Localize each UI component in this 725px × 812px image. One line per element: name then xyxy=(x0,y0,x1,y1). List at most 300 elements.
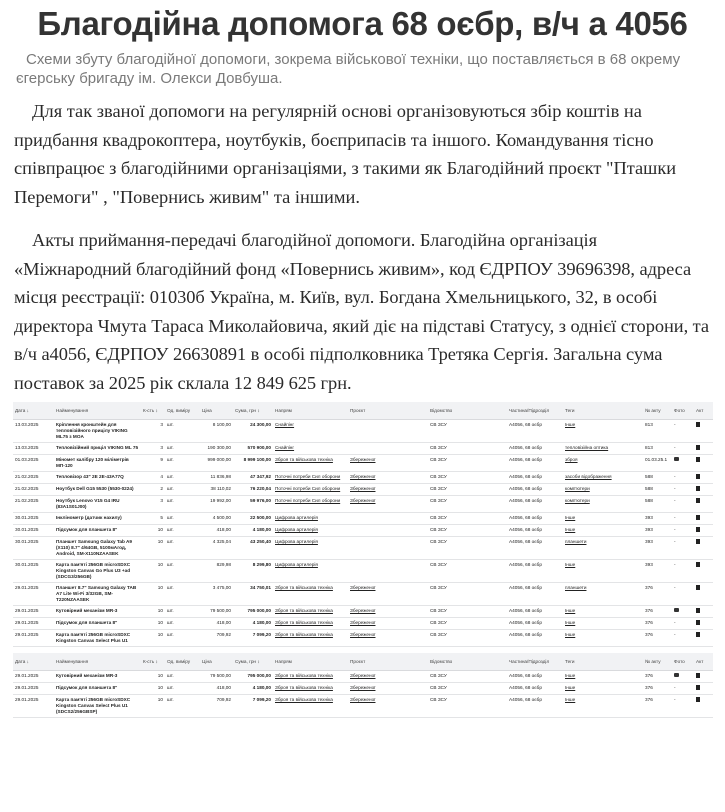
project-link[interactable]: Збереженої xyxy=(350,498,376,503)
act-document-cell xyxy=(694,671,713,683)
header-tags: Теги xyxy=(563,402,643,420)
document-icon[interactable] xyxy=(696,632,700,637)
price-cell: 999 000,00 xyxy=(200,455,233,472)
item-name-cell: Підсумок для планшета 8" xyxy=(54,525,141,537)
unit-part-cell: А4056, 68 оєбр xyxy=(507,683,563,695)
department-cell: СВ ЗСУ xyxy=(428,583,507,606)
date-cell: 30.01.2025 xyxy=(13,513,54,525)
photo-cell: - xyxy=(672,513,694,525)
qty-cell: 10 xyxy=(141,618,165,630)
photo-cell: - xyxy=(672,420,694,443)
direction-link[interactable]: Поточні потреби Сил оборони xyxy=(275,474,341,479)
department-cell: СВ ЗСУ xyxy=(428,496,507,513)
act-document-cell xyxy=(694,560,713,583)
item-name-cell: Кутовірний механізм МR-3 xyxy=(54,606,141,618)
direction-cell xyxy=(273,583,348,606)
item-name-cell: Міномет калібру 120 міліметрів МП-120 xyxy=(54,455,141,472)
tag-cell xyxy=(563,537,643,560)
table-row xyxy=(13,455,713,472)
tag-link[interactable]: Інше xyxy=(565,697,576,702)
price-cell: 79 500,00 xyxy=(200,671,233,683)
donation-tables xyxy=(13,402,713,718)
project-cell xyxy=(348,683,428,695)
tag-cell xyxy=(563,606,643,618)
photo-icon[interactable] xyxy=(674,608,679,612)
tag-link[interactable]: комп'ютери xyxy=(565,486,590,491)
qty-cell: 3 xyxy=(141,420,165,443)
qty-cell: 5 xyxy=(141,513,165,525)
document-icon[interactable] xyxy=(696,697,700,702)
project-link[interactable]: Збереженої xyxy=(350,632,376,637)
document-icon[interactable] xyxy=(696,498,700,503)
tag-link[interactable]: Інше xyxy=(565,620,576,625)
direction-cell xyxy=(273,671,348,683)
project-cell xyxy=(348,496,428,513)
photo-cell xyxy=(672,455,694,472)
tag-cell xyxy=(563,513,643,525)
document-icon[interactable] xyxy=(696,445,700,450)
tag-cell xyxy=(563,484,643,496)
project-cell xyxy=(348,630,428,647)
item-name-cell: Тепловізор 43" 2Е 2Е-43А77Q xyxy=(54,472,141,484)
department-cell: СВ ЗСУ xyxy=(428,683,507,695)
item-name-cell: Ноутбук Lenovo V15 G4 IRU (83A1S01J00) xyxy=(54,496,141,513)
sum-cell: 76 220,04 xyxy=(233,484,273,496)
document-icon[interactable] xyxy=(696,620,700,625)
act-number-cell: 376 xyxy=(643,671,672,683)
unit-part-cell: А4056, 68 оєбр xyxy=(507,583,563,606)
header-name: Найменування xyxy=(54,653,141,671)
direction-cell xyxy=(273,496,348,513)
direction-cell xyxy=(273,420,348,443)
unit-part-cell: А4056, 68 оєбр xyxy=(507,513,563,525)
header-act: Акт xyxy=(694,402,713,420)
header-name: Найменування xyxy=(54,402,141,420)
header-act-number: № акту xyxy=(643,402,672,420)
document-icon[interactable] xyxy=(696,515,700,520)
price-cell: 79 500,00 xyxy=(200,606,233,618)
price-cell: 11 836,98 xyxy=(200,472,233,484)
tag-link[interactable]: Інше xyxy=(565,527,576,532)
act-number-cell: 393 xyxy=(643,525,672,537)
header-photo: Фото xyxy=(672,653,694,671)
tag-link[interactable]: планшети xyxy=(565,539,587,544)
department-cell: СВ ЗСУ xyxy=(428,671,507,683)
document-icon[interactable] xyxy=(696,422,700,427)
tag-cell xyxy=(563,455,643,472)
tag-link[interactable]: засоби відображення xyxy=(565,474,612,479)
price-cell: 190 300,00 xyxy=(200,443,233,455)
direction-link[interactable]: Поточні потреби Сил оборони xyxy=(275,486,341,491)
photo-cell: - xyxy=(672,695,694,718)
act-document-cell xyxy=(694,472,713,484)
department-cell: СВ ЗСУ xyxy=(428,606,507,618)
table-header-row xyxy=(13,653,713,671)
photo-cell: - xyxy=(672,525,694,537)
date-cell: 01.03.2025 xyxy=(13,455,54,472)
header-date[interactable]: Дата ↓ xyxy=(13,402,54,420)
date-cell: 30.01.2025 xyxy=(13,537,54,560)
table-row xyxy=(13,683,713,695)
project-cell xyxy=(348,443,428,455)
project-link[interactable]: Збереженої xyxy=(350,486,376,491)
unit-cell: шт. xyxy=(165,455,200,472)
unit-part-cell: А4056, 68 оєбр xyxy=(507,420,563,443)
project-link[interactable]: Збереженої xyxy=(350,673,376,678)
tag-link[interactable]: Інше xyxy=(565,632,576,637)
direction-link[interactable]: Цифрова артилерія xyxy=(275,527,318,532)
table-row xyxy=(13,560,713,583)
project-link[interactable]: Збереженої xyxy=(350,697,376,702)
unit-part-cell: А4056, 68 оєбр xyxy=(507,560,563,583)
project-link[interactable]: Збереженої xyxy=(350,620,376,625)
unit-part-cell: А4056, 68 оєбр xyxy=(507,537,563,560)
document-icon[interactable] xyxy=(696,608,700,613)
qty-cell: 3 xyxy=(141,443,165,455)
sum-cell: 570 900,00 xyxy=(233,443,273,455)
date-cell: 30.01.2025 xyxy=(13,560,54,583)
tag-link[interactable]: зброя xyxy=(565,457,578,462)
project-cell xyxy=(348,618,428,630)
header-unit-part: Частина/Підрозділ xyxy=(507,402,563,420)
project-link[interactable]: Збереженої xyxy=(350,608,376,613)
tag-cell xyxy=(563,496,643,513)
sum-cell: 4 180,00 xyxy=(233,618,273,630)
photo-icon[interactable] xyxy=(674,457,679,461)
project-cell xyxy=(348,606,428,618)
photo-cell: - xyxy=(672,443,694,455)
header-act: Акт xyxy=(694,653,713,671)
act-document-cell xyxy=(694,484,713,496)
date-cell: 13.03.2025 xyxy=(13,443,54,455)
photo-icon[interactable] xyxy=(674,673,679,677)
unit-cell: шт. xyxy=(165,683,200,695)
direction-link[interactable]: Цифрова артилерія xyxy=(275,539,318,544)
sum-cell: 34 750,01 xyxy=(233,583,273,606)
table-row xyxy=(13,583,713,606)
header-sum[interactable]: Сума, грн ↕ xyxy=(233,653,273,671)
direction-cell xyxy=(273,513,348,525)
table-row xyxy=(13,695,713,718)
date-cell: 29.01.2025 xyxy=(13,695,54,718)
unit-part-cell: А4056, 68 оєбр xyxy=(507,472,563,484)
unit-part-cell: А4056, 68 оєбр xyxy=(507,630,563,647)
project-cell xyxy=(348,484,428,496)
unit-cell: шт. xyxy=(165,513,200,525)
act-number-cell: 393 xyxy=(643,560,672,583)
table-row xyxy=(13,513,713,525)
direction-link[interactable]: Снайпінг xyxy=(275,422,295,427)
item-name-cell: Кутовірний механізм МR-3 xyxy=(54,671,141,683)
direction-link[interactable]: Зброя та військова техніка xyxy=(275,685,333,690)
act-number-cell: 376 xyxy=(643,695,672,718)
qty-cell: 10 xyxy=(141,606,165,618)
tag-link[interactable]: Інше xyxy=(565,562,576,567)
header-date[interactable]: Дата ↓ xyxy=(13,653,54,671)
item-name-cell: Карта пам'яті 256GB microSDXC Kingston Canvas Go Plus U3 +ad (SDCG3/256GB) xyxy=(54,560,141,583)
item-name-cell: Підсумок для планшета 8" xyxy=(54,683,141,695)
department-cell: СВ ЗСУ xyxy=(428,695,507,718)
act-document-cell xyxy=(694,537,713,560)
qty-cell: 10 xyxy=(141,560,165,583)
act-document-cell xyxy=(694,606,713,618)
qty-cell: 10 xyxy=(141,525,165,537)
project-link[interactable]: Збереженої xyxy=(350,585,376,590)
document-icon[interactable] xyxy=(696,585,700,590)
unit-part-cell: А4056, 68 оєбр xyxy=(507,671,563,683)
act-document-cell xyxy=(694,583,713,606)
tag-link[interactable]: Інше xyxy=(565,422,576,427)
date-cell: 13.03.2025 xyxy=(13,420,54,443)
sum-cell: 4 180,00 xyxy=(233,525,273,537)
tag-cell xyxy=(563,630,643,647)
sum-cell: 24 300,00 xyxy=(233,420,273,443)
date-cell: 29.01.2025 xyxy=(13,630,54,647)
direction-link[interactable]: Зброя та військова техніка xyxy=(275,673,333,678)
act-document-cell xyxy=(694,455,713,472)
header-project: Проєкт xyxy=(348,653,428,671)
document-icon[interactable] xyxy=(696,527,700,532)
qty-cell: 4 xyxy=(141,472,165,484)
direction-cell xyxy=(273,455,348,472)
act-number-cell: 588 xyxy=(643,484,672,496)
photo-cell: - xyxy=(672,537,694,560)
tag-link[interactable]: тепловізійна оптика xyxy=(565,445,609,450)
header-sum[interactable]: Сума, грн ↕ xyxy=(233,402,273,420)
price-cell: 4 325,04 xyxy=(200,537,233,560)
tag-cell xyxy=(563,525,643,537)
document-icon[interactable] xyxy=(696,486,700,491)
price-cell: 418,00 xyxy=(200,618,233,630)
act-number-cell: 376 xyxy=(643,583,672,606)
direction-link[interactable]: Поточні потреби Сил оборони xyxy=(275,498,341,503)
date-cell: 30.01.2025 xyxy=(13,525,54,537)
direction-cell xyxy=(273,537,348,560)
header-department: Відомство xyxy=(428,402,507,420)
item-name-cell: Планшет Samsung Galaxy Tab A9 (X110) 8.7" 4/64GB, 5100мАгод, Android, SM-X110NZAASEK xyxy=(54,537,141,560)
price-cell: 3 475,00 xyxy=(200,583,233,606)
department-cell: СВ ЗСУ xyxy=(428,420,507,443)
project-link[interactable]: Збереженої xyxy=(350,457,376,462)
header-direction: Напрям xyxy=(273,653,348,671)
direction-link[interactable]: Зброя та військова техніка xyxy=(275,697,333,702)
table-row xyxy=(13,496,713,513)
document-icon[interactable] xyxy=(696,474,700,479)
department-cell: СВ ЗСУ xyxy=(428,455,507,472)
unit-part-cell: А4056, 68 оєбр xyxy=(507,484,563,496)
qty-cell: 3 xyxy=(141,496,165,513)
sum-cell: 59 976,00 xyxy=(233,496,273,513)
qty-cell: 10 xyxy=(141,537,165,560)
tag-cell xyxy=(563,560,643,583)
unit-part-cell: А4056, 68 оєбр xyxy=(507,496,563,513)
page-subtitle: Схеми збуту благодійної допомоги, зокрема військової техніки, що поставляється в 68 окрему єгерську бригаду ім. Олекси Довбуша. xyxy=(16,51,681,87)
act-number-cell: 393 xyxy=(643,537,672,560)
direction-link[interactable]: Зброя та військова техніка xyxy=(275,457,333,462)
direction-link[interactable]: Зброя та військова техніка xyxy=(275,608,333,613)
department-cell: СВ ЗСУ xyxy=(428,513,507,525)
qty-cell: 10 xyxy=(141,630,165,647)
unit-cell: шт. xyxy=(165,671,200,683)
direction-cell xyxy=(273,630,348,647)
item-name-cell: Ноутбук Dell G15 5530 (5530-0224) xyxy=(54,484,141,496)
header-qty[interactable]: К-сть ↕ xyxy=(141,402,165,420)
item-name-cell: Кріплення кронштейн для тепловізійного прицілу VIKING ML75 з MOA xyxy=(54,420,141,443)
act-number-cell: 393 xyxy=(643,513,672,525)
price-cell: 8 100,00 xyxy=(200,420,233,443)
header-direction: Напрям xyxy=(273,402,348,420)
price-cell: 709,92 xyxy=(200,630,233,647)
header-photo: Фото xyxy=(672,402,694,420)
photo-cell: - xyxy=(672,683,694,695)
unit-part-cell: А4056, 68 оєбр xyxy=(507,443,563,455)
header-qty[interactable]: К-сть ↕ xyxy=(141,653,165,671)
header-unit-part: Частина/Підрозділ xyxy=(507,653,563,671)
date-cell: 29.01.2025 xyxy=(13,618,54,630)
item-name-cell: Карта пам'яті 256GB microSDXC Kingston Canvas Select Plus U1 xyxy=(54,630,141,647)
tag-link[interactable]: Інше xyxy=(565,685,576,690)
department-cell: СВ ЗСУ xyxy=(428,537,507,560)
project-cell xyxy=(348,695,428,718)
paragraph-1: Для так званої допомоги на регулярній основі організовуються збір коштів на придбання квадрокоптера, ноутбуків, боєприпасів та іншого. Командування тісно співпрацює з благодійними організаціями, з такими як Благодійний проєкт "Пташки Перемоги" , "Повернись живим" та іншими. xyxy=(14,101,677,207)
unit-cell: шт. xyxy=(165,443,200,455)
unit-cell: шт. xyxy=(165,525,200,537)
act-number-cell: 376 xyxy=(643,683,672,695)
act-number-cell: 376 xyxy=(643,618,672,630)
direction-link[interactable]: Зброя та військова техніка xyxy=(275,620,333,625)
tag-link[interactable]: Інше xyxy=(565,608,576,613)
project-cell xyxy=(348,583,428,606)
table-row xyxy=(13,484,713,496)
sum-cell: 4 180,00 xyxy=(233,683,273,695)
qty-cell: 10 xyxy=(141,683,165,695)
tag-cell xyxy=(563,618,643,630)
sum-cell: 8 999 100,00 xyxy=(233,455,273,472)
direction-cell xyxy=(273,443,348,455)
department-cell: СВ ЗСУ xyxy=(428,472,507,484)
document-icon[interactable] xyxy=(696,539,700,544)
photo-cell xyxy=(672,606,694,618)
document-icon[interactable] xyxy=(696,685,700,690)
donation-table-2 xyxy=(13,653,713,718)
unit-cell: шт. xyxy=(165,630,200,647)
unit-cell: шт. xyxy=(165,484,200,496)
unit-part-cell: А4056, 68 оєбр xyxy=(507,695,563,718)
act-document-cell xyxy=(694,420,713,443)
table-row xyxy=(13,618,713,630)
table-row xyxy=(13,443,713,455)
unit-part-cell: А4056, 68 оєбр xyxy=(507,525,563,537)
tag-link[interactable]: планшети xyxy=(565,585,587,590)
unit-cell: шт. xyxy=(165,618,200,630)
table-row xyxy=(13,525,713,537)
department-cell: СВ ЗСУ xyxy=(428,443,507,455)
qty-cell: 10 xyxy=(141,695,165,718)
project-link[interactable]: Збереженої xyxy=(350,474,376,479)
photo-cell: - xyxy=(672,583,694,606)
direction-link[interactable]: Цифрова артилерія xyxy=(275,515,318,520)
direction-cell xyxy=(273,472,348,484)
direction-link[interactable]: Зброя та військова техніка xyxy=(275,585,333,590)
act-document-cell xyxy=(694,525,713,537)
tag-link[interactable]: Інше xyxy=(565,515,576,520)
direction-cell xyxy=(273,606,348,618)
qty-cell: 10 xyxy=(141,671,165,683)
document-icon[interactable] xyxy=(696,673,700,678)
act-number-cell: 813 xyxy=(643,443,672,455)
table-row xyxy=(13,630,713,647)
header-price: Ціна xyxy=(200,653,233,671)
unit-cell: шт. xyxy=(165,420,200,443)
item-name-cell: Підсумок для планшета 8" xyxy=(54,618,141,630)
photo-cell: - xyxy=(672,560,694,583)
act-document-cell xyxy=(694,683,713,695)
sum-cell: 22 500,00 xyxy=(233,513,273,525)
act-document-cell xyxy=(694,496,713,513)
act-document-cell xyxy=(694,630,713,647)
table-row xyxy=(13,472,713,484)
document-icon[interactable] xyxy=(696,457,700,462)
tag-cell xyxy=(563,683,643,695)
act-document-cell xyxy=(694,695,713,718)
project-cell xyxy=(348,420,428,443)
item-name-cell: Тепловізійний приціл VIKING ML 75 xyxy=(54,443,141,455)
sum-cell: 7 099,20 xyxy=(233,630,273,647)
qty-cell: 10 xyxy=(141,583,165,606)
direction-link[interactable]: Цифрова артилерія xyxy=(275,562,318,567)
project-link[interactable]: Збереженої xyxy=(350,685,376,690)
act-number-cell: 588 xyxy=(643,496,672,513)
sum-cell: 43 250,40 xyxy=(233,537,273,560)
item-name-cell: Планшет 8.7" Samsung Galaxy TAB A7 Lite Wi-Fi 3/32GB, SM-T220NZAASEK xyxy=(54,583,141,606)
photo-cell: - xyxy=(672,472,694,484)
photo-cell: - xyxy=(672,618,694,630)
unit-cell: шт. xyxy=(165,496,200,513)
act-number-cell: 376 xyxy=(643,630,672,647)
photo-cell xyxy=(672,671,694,683)
price-cell: 4 500,00 xyxy=(200,513,233,525)
project-cell xyxy=(348,455,428,472)
unit-cell: шт. xyxy=(165,472,200,484)
sum-cell: 8 299,80 xyxy=(233,560,273,583)
qty-cell: 2 xyxy=(141,484,165,496)
table-row xyxy=(13,537,713,560)
unit-cell: шт. xyxy=(165,606,200,618)
unit-part-cell: А4056, 68 оєбр xyxy=(507,606,563,618)
department-cell: СВ ЗСУ xyxy=(428,618,507,630)
direction-link[interactable]: Снайпінг xyxy=(275,445,295,450)
unit-part-cell: А4056, 68 оєбр xyxy=(507,618,563,630)
unit-part-cell: А4056, 68 оєбр xyxy=(507,455,563,472)
header-project: Проєкт xyxy=(348,402,428,420)
header-act-number: № акту xyxy=(643,653,672,671)
sum-cell: 795 000,00 xyxy=(233,606,273,618)
department-cell: СВ ЗСУ xyxy=(428,630,507,647)
item-name-cell: Карта пам'яті 256GB microSDXC Kingston Canvas Select Plus U1 (SDCS2/256GBSP) xyxy=(54,695,141,718)
price-cell: 418,00 xyxy=(200,525,233,537)
direction-cell xyxy=(273,683,348,695)
project-cell xyxy=(348,537,428,560)
department-cell: СВ ЗСУ xyxy=(428,525,507,537)
tag-link[interactable]: Інше xyxy=(565,673,576,678)
document-icon[interactable] xyxy=(696,562,700,567)
sum-cell: 7 099,20 xyxy=(233,695,273,718)
tag-link[interactable]: комп'ютери xyxy=(565,498,590,503)
table-row xyxy=(13,671,713,683)
table-row xyxy=(13,420,713,443)
direction-link[interactable]: Зброя та військова техніка xyxy=(275,632,333,637)
header-tags: Теги xyxy=(563,653,643,671)
